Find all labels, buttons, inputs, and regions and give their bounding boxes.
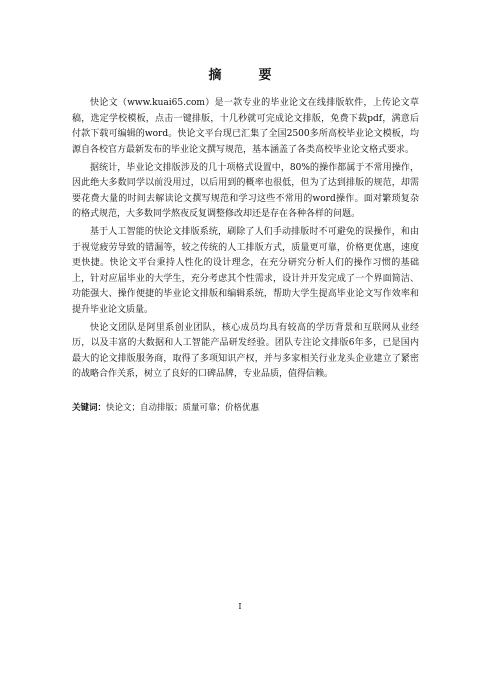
abstract-body bbox=[72, 96, 419, 415]
abstract-paragraph-3: 基于人工智能的快论文排版系统，刷除了人们手动排版时不可避免的误操作，和由于视觉疲劳导致的错漏等，较之传统的人工排版方式，质量更可靠，价格更优惠，速度更快捷。快论文平台秉持人性化的设计理念，在充分研究分析人们的操作习惯的基础上，针对应届毕业的大学生，充分考虑其个性需求，设计并开发完成了一个界面简洁、功能强大、操作便捷的毕业论文排版和编辑系统，帮助大学生提高毕业论文写作效率和提升毕业论文质量。 bbox=[72, 227, 419, 315]
keywords-label: 关键词： bbox=[72, 402, 107, 413]
abstract-paragraph-1: 快论文（www.kuai65.com）是一款专业的毕业论文在线排版软件，上传论文草稿，选定学校模板，点击一键排版，十几秒就可完成论文排版，免费下载pdf，满意后付款下载可编辑的word。快论文平台现已汇集了全国2500多所高校毕业论文模板，均源自各校官方最新发布的毕业论文撰写规范，基本涵盖了各类高校毕业论文格式要求。 bbox=[72, 98, 419, 155]
abstract-paragraph-4: 快论文团队是阿里系创业团队，核心成员均具有较高的学历背景和互联网从业经历，以及丰富的大数据和人工智能产品研发经验。团队专注论文排版6年多，已是国内最大的论文排版服务商，取得了多项知识产权，并与多家相关行业龙头企业建立了紧密的战略合作关系，树立了良好的口碑品牌，专业品质，值得信赖。 bbox=[72, 322, 419, 379]
page-title: 摘 要 bbox=[208, 68, 284, 83]
abstract-paragraph-2: 据统计，毕业论文排版涉及的几十项格式设置中，80%的操作都属于不常用操作，因此绝大多数同学以前没用过，以后用到的概率也很低，但为了达到排版的规范，却需要花费大量的时间去解读论文撰写规范和学习这些不常用的word操作。面对繁琐复杂的格式规范，大多数同学熬夜反复调整修改却还是存在各种各样的问题。 bbox=[72, 162, 419, 219]
page-number: I bbox=[238, 602, 242, 611]
keywords-text: 快论文；自动排版；质量可靠；价格优惠 bbox=[106, 402, 260, 413]
keywords-line bbox=[72, 401, 419, 415]
